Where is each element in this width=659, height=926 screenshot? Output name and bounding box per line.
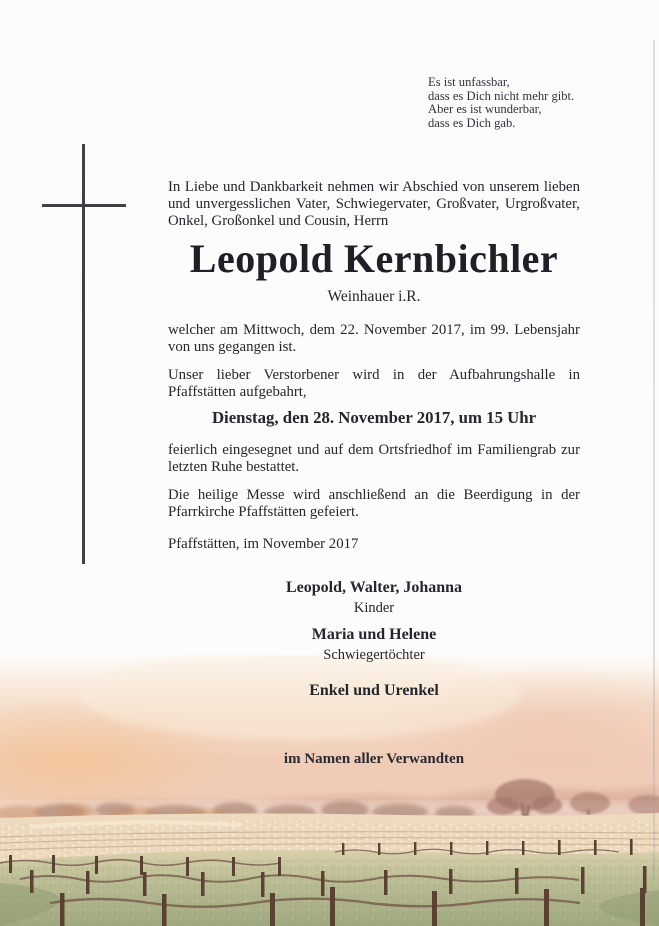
mourners-children-names: Leopold, Walter, Johanna bbox=[285, 579, 463, 596]
cross-horizontal-bar bbox=[42, 204, 126, 207]
mourners-daughters-in-law-relation: Schwiegertöchter bbox=[323, 647, 425, 663]
mourners-children-relation: Kinder bbox=[353, 600, 395, 616]
poem-line: dass es Dich gab. bbox=[428, 115, 516, 130]
closing-line: im Namen aller Verwandten bbox=[283, 751, 465, 767]
deceased-name: Leopold Kernbichler bbox=[189, 236, 559, 281]
poem-line: Es ist unfassbar, bbox=[428, 75, 510, 89]
poem-line: dass es Dich nicht mehr gibt. bbox=[428, 88, 575, 103]
funeral-datetime: Dienstag, den 28. November 2017, um 15 Uhr bbox=[211, 408, 537, 427]
burial-paragraph: feierlich eingesegnet und auf dem Ortsfriedhof im Familiengrab zur letzten Ruhe bestattet. bbox=[168, 442, 580, 475]
scan-edge-line bbox=[653, 40, 655, 880]
intro-paragraph: In Liebe und Dankbarkeit nehmen wir Abschied von unserem lieben und unvergesslichen Vater, Schwiegervater, Großvater, Urgroßvater, Onkel, Großonkel und Cousin, Herrn bbox=[168, 179, 580, 229]
cross-vertical-bar bbox=[82, 144, 85, 564]
memorial-poem bbox=[428, 76, 574, 130]
mass-paragraph: Die heilige Messe wird anschließend an die Beerdigung in der Pfarrkirche Pfaffstätten gefeiert. bbox=[168, 487, 580, 520]
laying-out-paragraph: Unser lieber Verstorbener wird in der Aufbahrungshalle in Pfaffstätten aufgebahrt, bbox=[168, 367, 580, 400]
poem-line: Aber es ist wunderbar, bbox=[428, 102, 542, 116]
mourners-grandchildren: Enkel und Urenkel bbox=[309, 682, 439, 699]
place-and-date: Pfaffstätten, im November 2017 bbox=[168, 536, 359, 552]
deceased-profession: Weinhauer i.R. bbox=[327, 288, 421, 305]
death-paragraph: welcher am Mittwoch, dem 22. November 2017, im 99. Lebensjahr von uns gegangen ist. bbox=[168, 322, 580, 355]
mourners-daughters-in-law-names: Maria und Helene bbox=[311, 626, 437, 643]
